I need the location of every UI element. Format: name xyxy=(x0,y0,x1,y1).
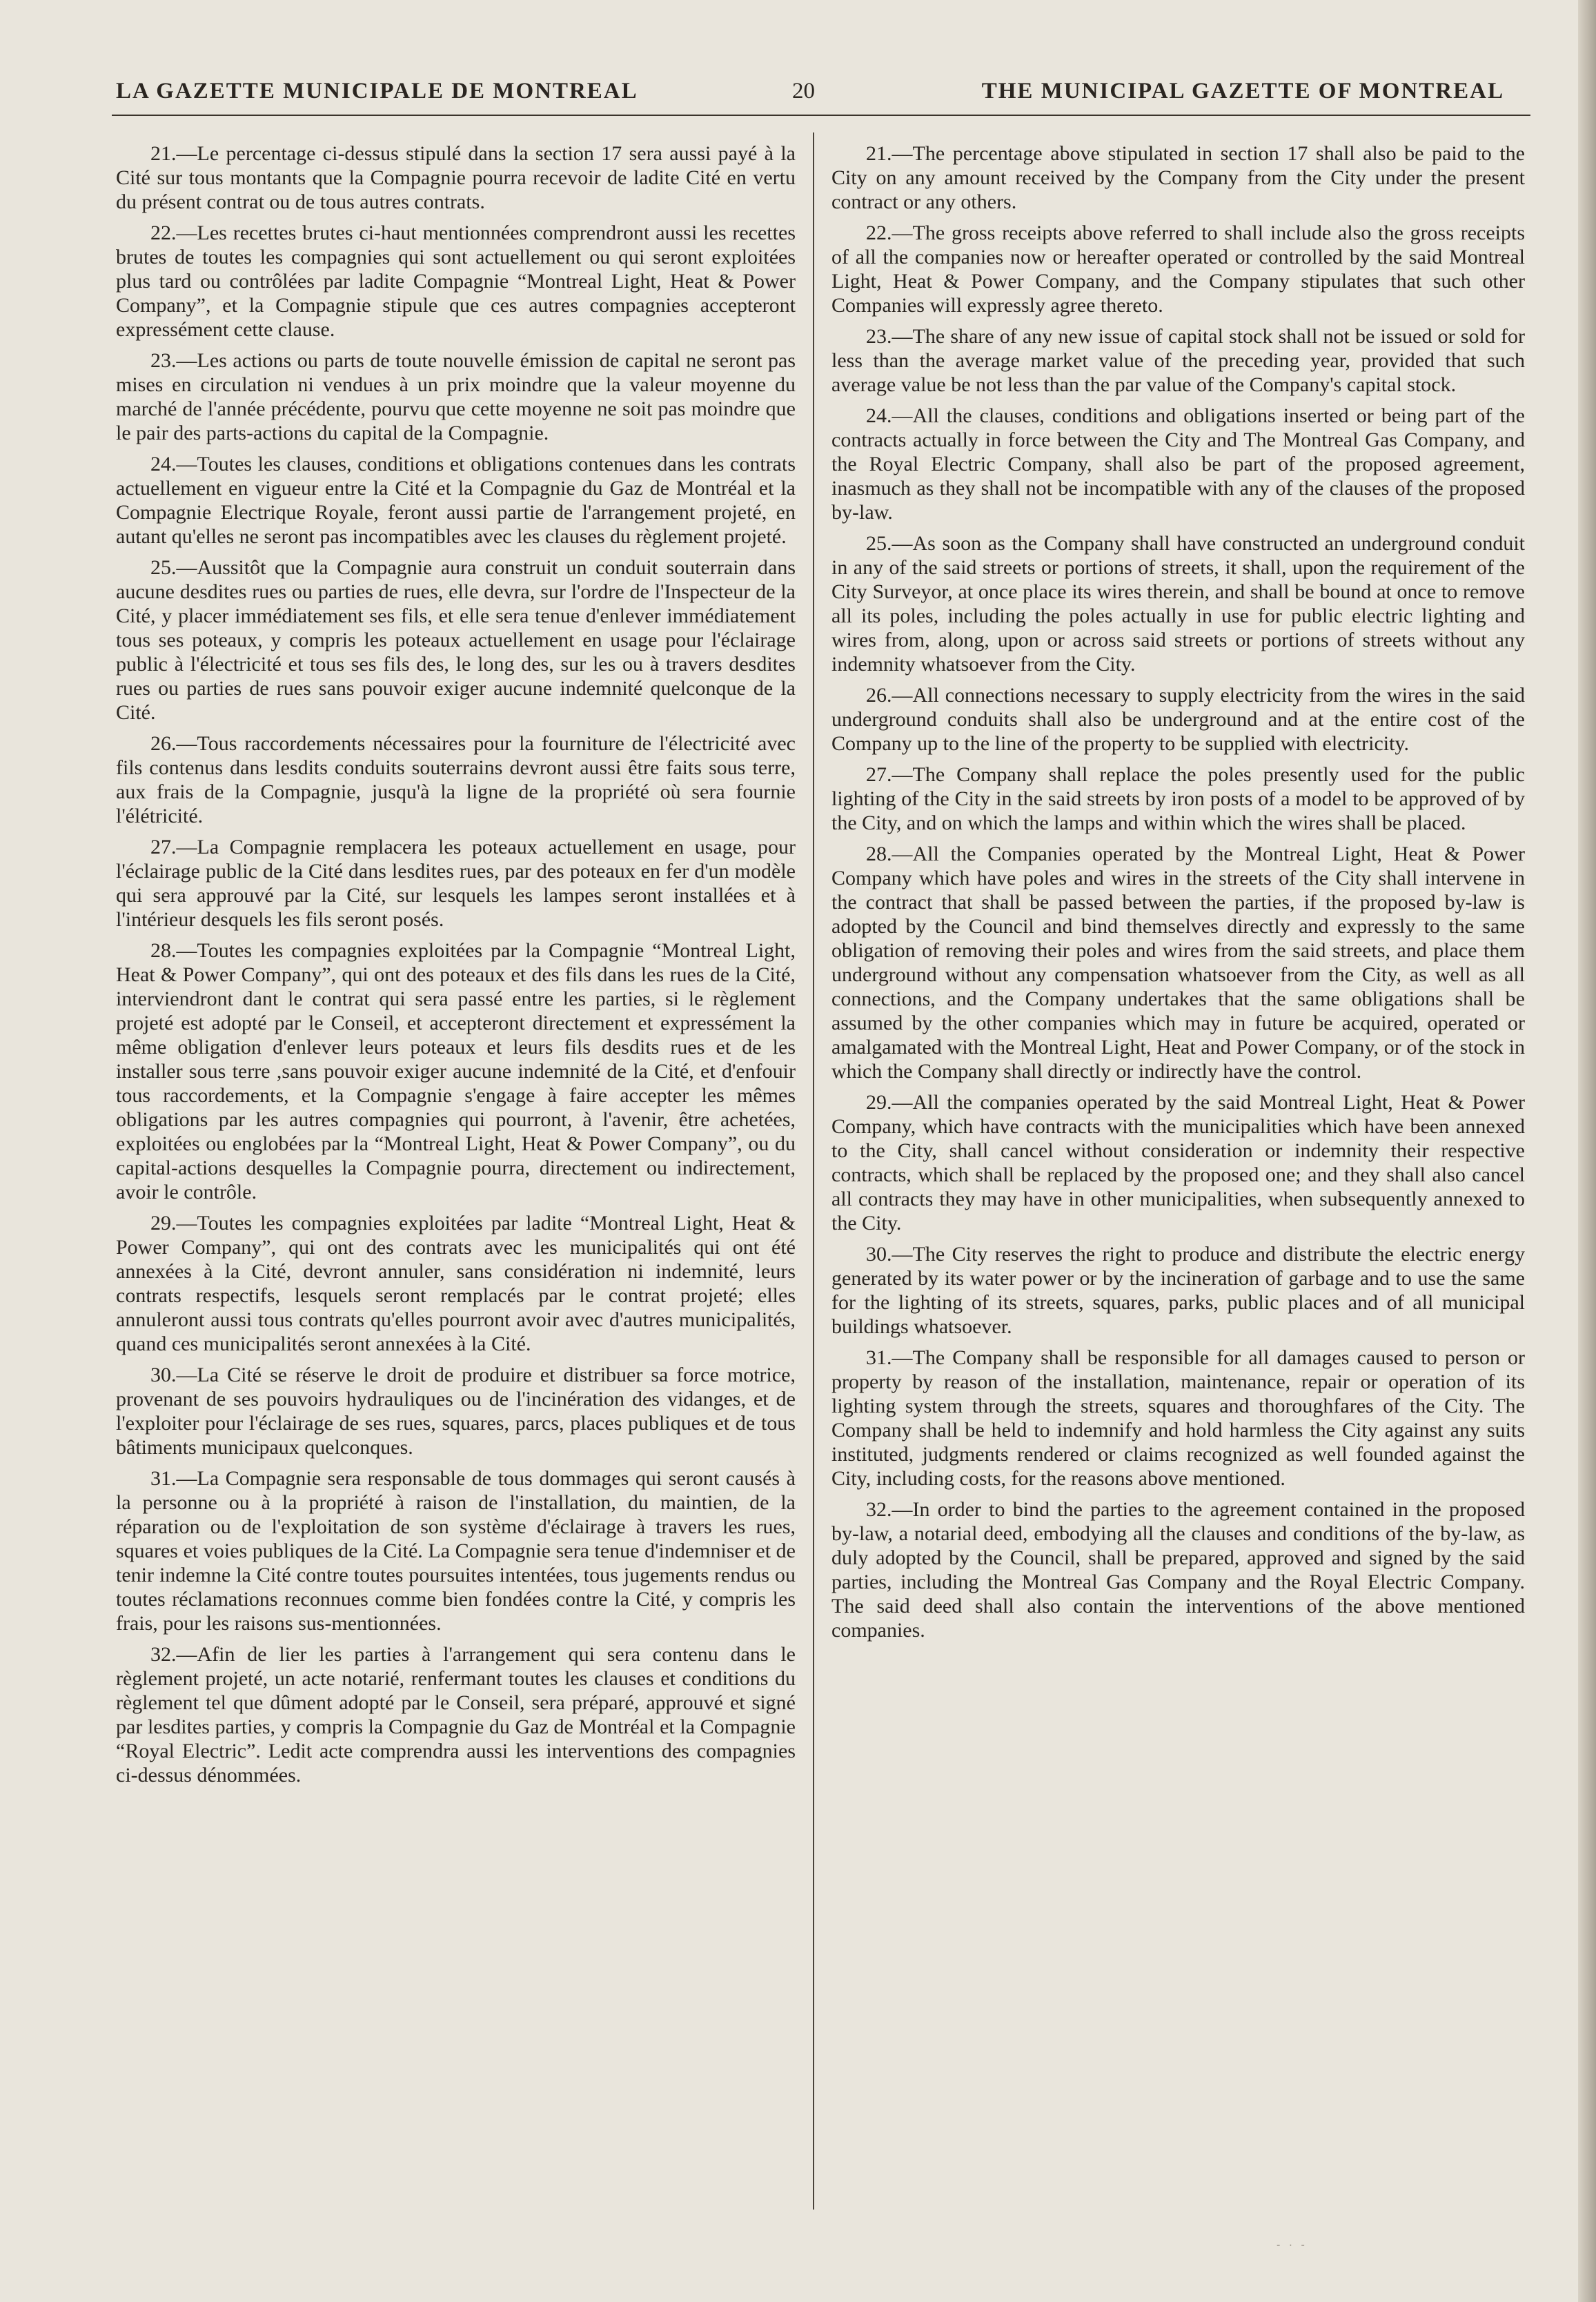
french-gazette-title: LA GAZETTE MUNICIPALE DE MONTREAL xyxy=(116,79,638,104)
en-section-23: 23.—The share of any new issue of capital stock shall not be issued or sold for less than the average market value of the preceding year, provided that such average value be not less than the par value of the Company's capital stock. xyxy=(831,325,1525,396)
fr-section-23: 23.—Les actions ou parts de toute nouvelle émission de capital ne seront pas mises en circulation ni vendues à un prix moindre que la valeur moyenne du marché de l'année précédente, pourvu que cette moyenne ne soit pas moindre que le pair des parts-actions du capital de la Compagnie. xyxy=(116,349,796,444)
fr-section-25: 25.—Aussitôt que la Compagnie aura construit un conduit souterrain dans aucune desdites rues ou parties de rues, elle devra, sur l'ordre de l'Inspecteur de la Cité, y placer immédiatement ses fils, et elle sera tenue d'enlever immédiatement tous ses poteaux, y compris les poteaux actuellement en usage pour l'éclairage public à l'électricité et tous ses fils des, le long des, sur les ou à travers desdites rues ou parties de rues sans pouvoir exiger aucune indemnité quelconque de la Cité. xyxy=(116,556,796,724)
fr-section-31: 31.—La Compagnie sera responsable de tous dommages qui seront causés à la personne ou à la propriété à raison de l'installation, du maintien, de la réparation ou de l'exploitation de son système d'éclairage à travers les rues, squares et voies publiques de la Cité. La Compagnie sera tenue d'indemniser et de tenir indemne la Cité contre toutes poursuites intentées, tous jugements rendus ou toutes réclamations reconnues comme bien fondées contre la Cité, y compris les frais, pour les raisons sus-mentionnées. xyxy=(116,1467,796,1635)
page-edge xyxy=(1578,0,1596,2302)
fr-section-24: 24.—Toutes les clauses, conditions et obligations contenues dans les contrats actuellement en vigueur entre la Cité et la Compagnie du Gaz de Montréal et la Compagnie Electrique Royale, feront aussi partie de l'arrangement projeté, en autant qu'elles ne seront pas incompatibles avec les clauses du règlement projeté. xyxy=(116,453,796,548)
english-column xyxy=(831,141,1525,1649)
en-section-27: 27.—The Company shall replace the poles presently used for the public lighting of the City in the said streets by iron posts of a model to be approved of by the City, and on which the lamps and within which the wires shall be placed. xyxy=(831,763,1525,834)
en-section-30: 30.—The City reserves the right to produce and distribute the electric energy generated by its water power or by the incineration of garbage and to use the same for the lighting of its streets, squares, parks, public places and of all municipal buildings whatsoever. xyxy=(831,1243,1525,1338)
en-section-21: 21.—The percentage above stipulated in section 17 shall also be paid to the City on any amount received by the Company from the City under the present contract or any others. xyxy=(831,142,1525,213)
fr-section-32: 32.—Afin de lier les parties à l'arrangement qui sera contenu dans le règlement projeté, un acte notarié, renfermant toutes les clauses et conditions du règlement tel que dûment adopté par le Conseil, sera préparé, approuvé et signé par lesdites parties, y compris la Compagnie du Gaz de Montréal et la Compagnie “Royal Electric”. Ledit acte comprendra aussi les interventions des compagnies ci-dessus dénommées. xyxy=(116,1643,796,1787)
en-section-31: 31.—The Company shall be responsible for all damages caused to person or property by reason of the installation, maintenance, repair or operation of its lighting system through the streets, squares and thoroughfares of the City. The Company shall be held to indemnify and hold harmless the City against any suits instituted, judgments rendered or claims recognized as well founded against the City, including costs, for the reasons above mentioned. xyxy=(831,1346,1525,1490)
fr-section-21: 21.—Le percentage ci-dessus stipulé dans la section 17 sera aussi payé à la Cité sur tous montants que la Compagnie pourra recevoir de ladite Cité en vertu du présent contrat ou de tous autres contrats. xyxy=(116,142,796,213)
fr-section-26: 26.—Tous raccordements nécessaires pour la fourniture de l'électricité avec fils contenus dans lesdits conduits souterrains devront aussi être faits sous terre, aux frais de la Compagnie, jusqu'à la ligne de la propriété où sera fournie l'élétricité. xyxy=(116,732,796,827)
english-gazette-title: THE MUNICIPAL GAZETTE OF MONTREAL xyxy=(981,79,1504,104)
en-section-28: 28.—All the Companies operated by the Montreal Light, Heat & Power Company which have poles and wires in the streets of the City shall intervene in the contract that shall be passed between the parties, if the proposed by-law is adopted by the Council and bind themselves directly and expressly to the same obligation of removing their poles and wires from the said streets, and place them underground without any compensation whatsoever from the City, as well as all connections, and the Company undertakes that the same obligations shall be assumed by the other companies which may in future be acquired, operated or amalgamated with the Montreal Light, Heat and Power Company, or of the stock in which the Company shall directly or indirectly have the control. xyxy=(831,843,1525,1083)
fr-section-22: 22.—Les recettes brutes ci-haut mentionnées comprendront aussi les recettes brutes de toutes les compagnies qui sont actuellement ou qui seront exploitées plus tard ou contrôlées par ladite Compagnie “Montreal Light, Heat & Power Company”, et la Compagnie stipule que ces autres compagnies accepteront expressément cette clause. xyxy=(116,222,796,341)
fr-section-29: 29.—Toutes les compagnies exploitées par ladite “Montreal Light, Heat & Power Company”, qui ont des contrats avec les municipalités qui ont été annexées à la Cité, devront annuler, sans considération ni indemnité, leurs contrats respectifs, lesquels seront remplacés par le contrat projeté; elles annuleront aussi tous contrats qu'elles pourront avoir avec d'autres municipalités, quand ces municipalités seront annexées à la Cité. xyxy=(116,1212,796,1355)
en-section-24: 24.—All the clauses, conditions and obligations inserted or being part of the contracts actually in force between the City and The Montreal Gas Company, and the Royal Electric Company, shall also be part of the proposed agreement, inasmuch as they shall not be incompatible with any of the clauses of the proposed by-law. xyxy=(831,404,1525,524)
page-header xyxy=(116,69,1504,110)
en-section-25: 25.—As soon as the Company shall have constructed an underground conduit in any of the said streets or portions of streets, it shall, upon the requirement of the City Surveyor, at once place its wires therein, and shall be bound at once to remove all its poles, including the poles actually in use for public electric lighting and wires from, along, upon or across said streets or portions of streets without any indemnity whatsoever from the City. xyxy=(831,532,1525,676)
header-rule xyxy=(112,115,1530,116)
en-section-32: 32.—In order to bind the parties to the agreement contained in the proposed by-law, a notarial deed, embodying all the clauses and conditions of the by-law, as duly adopted by the Council, shall be prepared, approved and signed by the said parties, including the Montreal Gas Company and the Royal Electric Company. The said deed shall also contain the interventions of the above mentioned companies. xyxy=(831,1498,1525,1642)
page-number: 20 xyxy=(792,79,815,104)
column-divider xyxy=(813,132,814,2210)
en-section-29: 29.—All the companies operated by the said Montreal Light, Heat & Power Company, which have contracts with the municipalities which have been annexed to the City, shall cancel without consideration or indemnity their respective contracts, which shall be replaced by the proposed one; and they shall also cancel all contracts they may have in other municipalities, when subsequently annexed to the City. xyxy=(831,1091,1525,1234)
print-smudge: - · - xyxy=(1277,2239,1308,2251)
french-column xyxy=(116,141,796,1794)
en-section-26: 26.—All connections necessary to supply electricity from the wires in the said underground conduits shall also be underground and at the entire cost of the Company up to the line of the property to be supplied with electricity. xyxy=(831,684,1525,755)
fr-section-27: 27.—La Compagnie remplacera les poteaux actuellement en usage, pour l'éclairage public de la Cité dans lesdites rues, par des poteaux en fer d'un modèle qui sera approuvé par la Cité, sur lesquels les lampes seront installées et à l'intérieur desquels les fils seront posés. xyxy=(116,836,796,931)
en-section-22: 22.—The gross receipts above referred to shall include also the gross receipts of all the companies now or hereafter operated or controlled by the said Montreal Light, Heat & Power Company, and the Company stipulates that such other Companies will expressly agree thereto. xyxy=(831,222,1525,317)
fr-section-30: 30.—La Cité se réserve le droit de produire et distribuer sa force motrice, provenant de ses pouvoirs hydrauliques ou de l'incinération des vidanges, et de l'exploiter pour l'éclairage de ses rues, squares, parcs, places publiques et de tous bâtiments municipaux quelconques. xyxy=(116,1364,796,1459)
fr-section-28: 28.—Toutes les compagnies exploitées par la Compagnie “Montreal Light, Heat & Power Company”, qui ont des poteaux et des fils dans les rues de la Cité, interviendront dant le contrat qui sera passé entre les parties, si le règlement projeté est adopté par le Conseil, et accepteront directement et expressément la même obligation d'enlever leurs poteaux et leurs fils desdits rues et de les installer sous terre ,sans pouvoir exiger aucune indemnité de la Cité, et d'enfouir tous raccordements, et la Compagnie s'engage à faire accepter les mêmes obligations par les autres compagnies qui pourront, à l'avenir, être achetées, exploitées ou englobées par la “Montreal Light, Heat & Power Company”, ou du capital-actions desquelles la Compagnie pourra, directement ou indirectement, avoir le contrôle. xyxy=(116,939,796,1203)
